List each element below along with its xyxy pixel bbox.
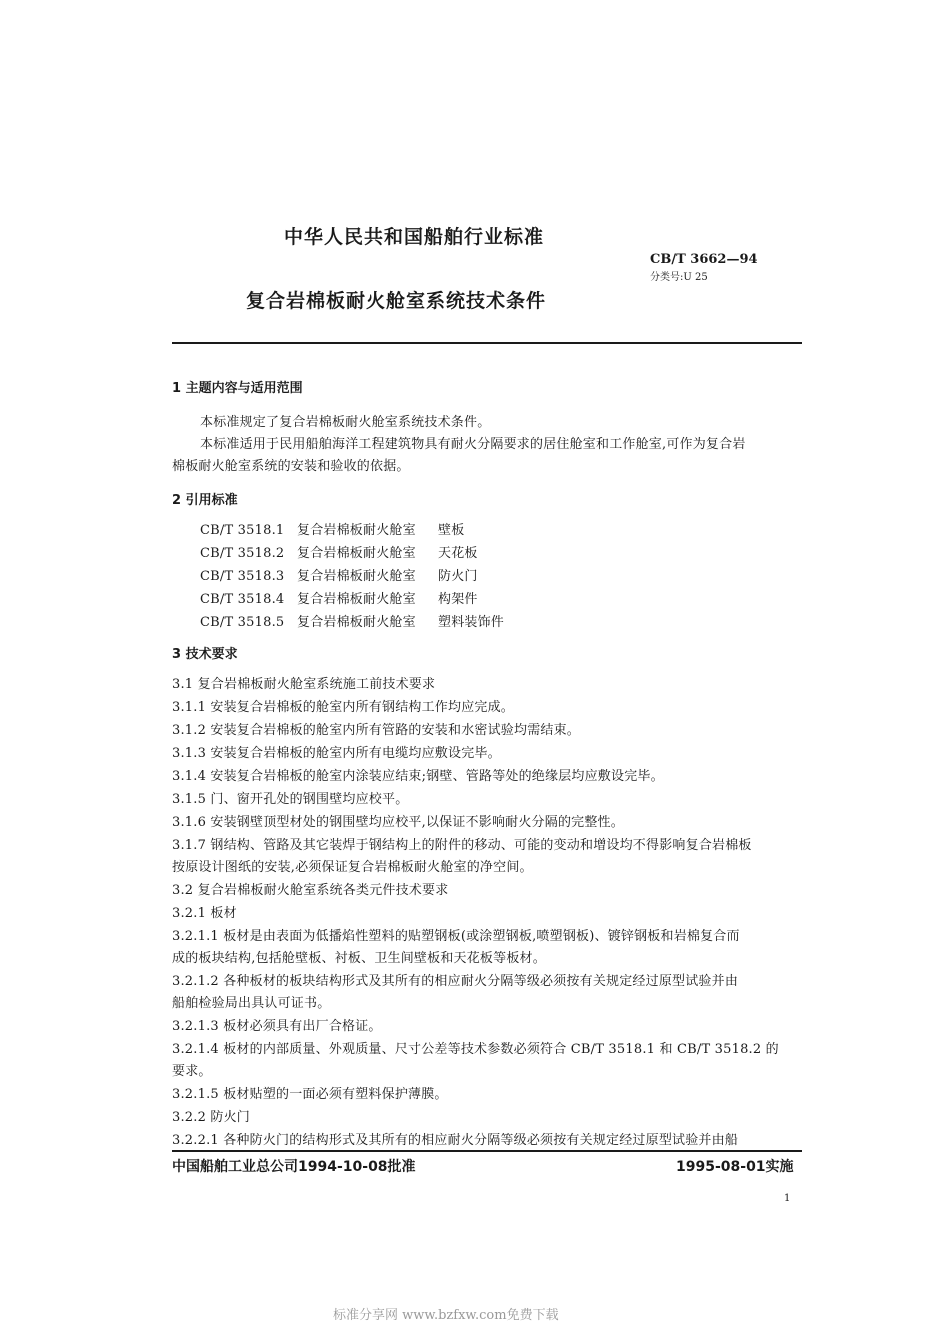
document-title: 复合岩棉板耐火舱室系统技术条件 (246, 290, 547, 312)
reference-item (200, 565, 478, 584)
section-3-heading: 3 技术要求 (172, 647, 238, 662)
reference-part: 构架件 (438, 592, 478, 607)
reference-name: 复合岩棉板耐火舱室 (297, 615, 416, 630)
clause-3-2-1-2-line-1: 3.2.1.2 各种板材的板块结构形式及其所有的相应耐火分隔等级必须按有关规定经过原型试验并由 (172, 974, 739, 989)
reference-part: 天花板 (438, 546, 478, 561)
clause-3-1-5: 3.1.5 门、窗开孔处的钢围壁均应校平。 (172, 792, 409, 807)
reference-code: CB/T 3518.1 (200, 523, 285, 538)
clause-3-1-7-line-2: 按原设计图纸的安装,必须保证复合岩棉板耐火舱室的净空间。 (172, 860, 533, 875)
reference-item (200, 588, 478, 607)
org-title: 中华人民共和国船舶行业标准 (284, 226, 545, 248)
clause-3-1-6: 3.1.6 安装钢壁顶型材处的钢围壁均应校平,以保证不影响耐火分隔的完整性。 (172, 815, 624, 830)
clause-3-2-1: 3.2.1 板材 (172, 906, 237, 921)
effective-date: 1995-08-01实施 (676, 1159, 794, 1175)
section-1-heading: 1 主题内容与适用范围 (172, 381, 303, 396)
section-2-heading: 2 引用标准 (172, 493, 238, 508)
clause-3-2-1-4-line-2: 要求。 (172, 1064, 212, 1079)
reference-part: 壁板 (438, 523, 465, 538)
reference-item (200, 611, 504, 630)
header-divider (172, 342, 802, 344)
classification-number: 分类号:U 25 (650, 272, 708, 283)
clause-3-2-1-3: 3.2.1.3 板材必须具有出厂合格证。 (172, 1019, 382, 1034)
approval-statement: 中国船舶工业总公司1994-10-08批准 (172, 1159, 416, 1175)
section-1-paragraph-2-line-1: 本标准适用于民用船舶海洋工程建筑物具有耐火分隔要求的居住舱室和工作舱室,可作为复合岩 (200, 437, 746, 452)
reference-part: 防火门 (438, 569, 478, 584)
clause-3-2-2-1: 3.2.2.1 各种防火门的结构形式及其所有的相应耐火分隔等级必须按有关规定经过原型试验并由船 (172, 1133, 739, 1148)
clause-3-1-2: 3.1.2 安装复合岩棉板的舱室内所有管路的安装和水密试验均需结束。 (172, 723, 581, 738)
clause-3-1-1: 3.1.1 安装复合岩棉板的舱室内所有钢结构工作均应完成。 (172, 700, 515, 715)
clause-3-2-1-2-line-2: 船舶检验局出具认可证书。 (172, 996, 331, 1011)
watermark: 标准分享网 www.bzfxw.com免费下载 (333, 1308, 559, 1323)
reference-item (200, 542, 478, 561)
clause-3-2-2: 3.2.2 防火门 (172, 1110, 251, 1125)
reference-name: 复合岩棉板耐火舱室 (297, 592, 416, 607)
clause-3-2: 3.2 复合岩棉板耐火舱室系统各类元件技术要求 (172, 883, 449, 898)
clause-3-1: 3.1 复合岩棉板耐火舱室系统施工前技术要求 (172, 677, 436, 692)
reference-code: CB/T 3518.2 (200, 546, 285, 561)
clause-3-1-3: 3.1.3 安装复合岩棉板的舱室内所有电缆均应敷设完毕。 (172, 746, 501, 761)
reference-name: 复合岩棉板耐火舱室 (297, 569, 416, 584)
reference-code: CB/T 3518.5 (200, 615, 285, 630)
reference-code: CB/T 3518.4 (200, 592, 285, 607)
page-number: 1 (784, 1193, 791, 1204)
clause-3-1-7-line-1: 3.1.7 钢结构、管路及其它装焊于钢结构上的附件的移动、可能的变动和增设均不得影响复合岩棉板 (172, 838, 752, 853)
reference-part: 塑料装饰件 (438, 615, 505, 630)
reference-code: CB/T 3518.3 (200, 569, 285, 584)
clause-3-2-1-1-line-2: 成的板块结构,包括舱壁板、衬板、卫生间壁板和天花板等板材。 (172, 951, 546, 966)
standard-code: CB/T 3662—94 (650, 252, 758, 267)
clause-3-2-1-1-line-1: 3.2.1.1 板材是由表面为低播焰性塑料的贴塑钢板(或涂塑钢板,喷塑钢板)、镀锌钢板和岩棉复合而 (172, 929, 740, 944)
footer-divider (172, 1150, 802, 1152)
clause-3-1-4: 3.1.4 安装复合岩棉板的舱室内涂装应结束;钢壁、管路等处的绝缘层均应敷设完毕。 (172, 769, 664, 784)
reference-name: 复合岩棉板耐火舱室 (297, 523, 416, 538)
reference-item (200, 519, 464, 538)
clause-3-2-1-4-line-1: 3.2.1.4 板材的内部质量、外观质量、尺寸公差等技术参数必须符合 CB/T 3518.1 和 CB/T 3518.2 的 (172, 1042, 779, 1057)
clause-3-2-1-5: 3.2.1.5 板材贴塑的一面必须有塑料保护薄膜。 (172, 1087, 448, 1102)
section-1-paragraph-2-line-2: 棉板耐火舱室系统的安装和验收的依据。 (172, 459, 410, 474)
reference-name: 复合岩棉板耐火舱室 (297, 546, 416, 561)
section-1-paragraph-1: 本标准规定了复合岩棉板耐火舱室系统技术条件。 (200, 415, 491, 430)
